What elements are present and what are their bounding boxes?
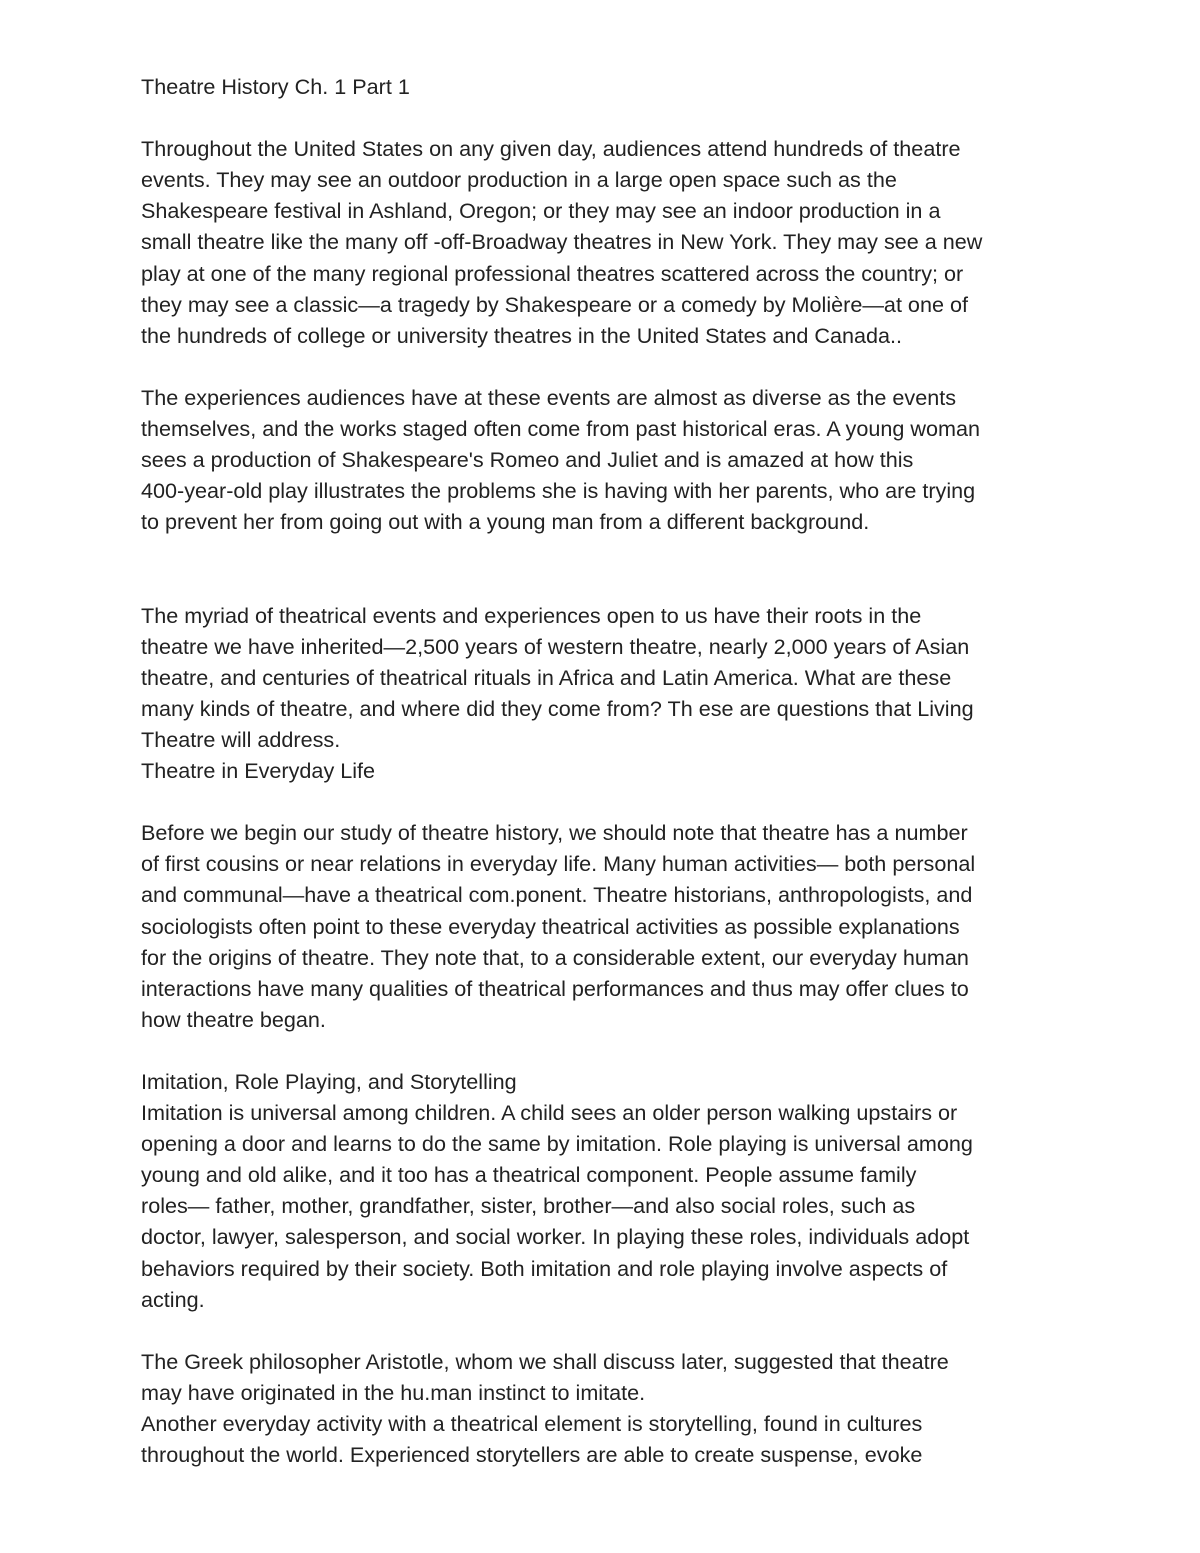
text-line: throughout the world. Experienced storytellers are able to create suspense, evoke (141, 1442, 923, 1468)
text-line: 400-year-old play illustrates the problems she is having with her parents, who are trying (141, 478, 976, 504)
paragraph-storytelling (141, 1408, 1066, 1470)
paragraph-imitation (141, 1097, 1066, 1315)
document-body (141, 71, 1066, 1470)
text-line: they may see a classic—a tragedy by Shakespeare or a comedy by Molière—at one of (141, 291, 968, 317)
section-heading-everyday-life: Theatre in Everyday Life (141, 758, 376, 784)
paragraph-aristotle (141, 1346, 1066, 1408)
spacer (141, 1315, 1066, 1346)
text-line: opening a door and learns to do the same by imitation. Role playing is universal among (141, 1131, 973, 1157)
text-line: sociologists often point to these everyday theatrical activities as possible explanations (141, 913, 960, 939)
text-line: Shakespeare festival in Ashland, Oregon; or they may see an indoor production in a (141, 198, 941, 224)
spacer (141, 786, 1066, 817)
text-line: roles— father, mother, grandfather, sister, brother—and also social roles, such as (141, 1193, 916, 1219)
text-line: theatre, and centuries of theatrical rituals in Africa and Latin America. What are these (141, 664, 952, 690)
text-line: themselves, and the works staged often come from past historical eras. A young woman (141, 416, 980, 442)
text-line: play at one of the many regional professional theatres scattered across the country; or (141, 260, 964, 286)
text-line: Another everyday activity with a theatrical element is storytelling, found in cultures (141, 1411, 923, 1437)
text-line: sees a production of Shakespeare's Romeo and Juliet and is amazed at how this (141, 447, 914, 473)
text-line: The experiences audiences have at these events are almost as diverse as the events (141, 384, 957, 410)
text-line: how theatre began. (141, 1006, 326, 1032)
text-line: interactions have many qualities of theatrical performances and thus may offer clues to (141, 975, 969, 1001)
text-line: may have originated in the hu.man instinct to imitate. (141, 1379, 646, 1405)
text-line: young and old alike, and it too has a theatrical component. People assume family (141, 1162, 917, 1188)
spacer (141, 1035, 1066, 1066)
spacer (141, 537, 1066, 599)
text-line: The Greek philosopher Aristotle, whom we shall discuss later, suggested that theatre (141, 1348, 949, 1374)
text-line: doctor, lawyer, salesperson, and social worker. In playing these roles, individuals adopt (141, 1224, 970, 1250)
text-line: events. They may see an outdoor production in a large open space such as the (141, 167, 897, 193)
text-line: Throughout the United States on any given day, audiences attend hundreds of theatre (141, 136, 961, 162)
text-line: for the origins of theatre. They note that, to a considerable extent, our everyday human (141, 944, 969, 970)
text-line: of first cousins or near relations in everyday life. Many human activities— both personal (141, 851, 976, 877)
paragraph-intro (141, 133, 1066, 351)
paragraph-before-we-begin (141, 817, 1066, 1035)
text-line: small theatre like the many off -off-Broadway theatres in New York. They may see a new (141, 229, 983, 255)
text-line: the hundreds of college or university theatres in the United States and Canada.. (141, 322, 903, 348)
text-line: many kinds of theatre, and where did they come from? Th ese are questions that Living (141, 695, 974, 721)
text-line: Theatre will address. (141, 726, 341, 752)
spacer (141, 351, 1066, 382)
text-line: Before we begin our study of theatre history, we should note that theatre has a number (141, 820, 968, 846)
text-line: acting. (141, 1286, 205, 1312)
text-line: Imitation is universal among children. A child sees an older person walking upstairs or (141, 1100, 958, 1126)
text-line: to prevent her from going out with a young man from a different background. (141, 509, 870, 535)
text-line: theatre we have inherited—2,500 years of western theatre, nearly 2,000 years of Asian (141, 633, 970, 659)
spacer (141, 102, 1066, 133)
paragraph-experiences (141, 382, 1066, 537)
section-heading-imitation: Imitation, Role Playing, and Storytelling (141, 1069, 517, 1094)
document-title: Theatre History Ch. 1 Part 1 (141, 74, 410, 99)
text-line: and communal—have a theatrical com.ponent. Theatre historians, anthropologists, and (141, 882, 973, 908)
paragraph-myriad (141, 600, 1066, 755)
text-line: behaviors required by their society. Both imitation and role playing involve aspects of (141, 1255, 948, 1281)
text-line: The myriad of theatrical events and experiences open to us have their roots in the (141, 602, 922, 628)
